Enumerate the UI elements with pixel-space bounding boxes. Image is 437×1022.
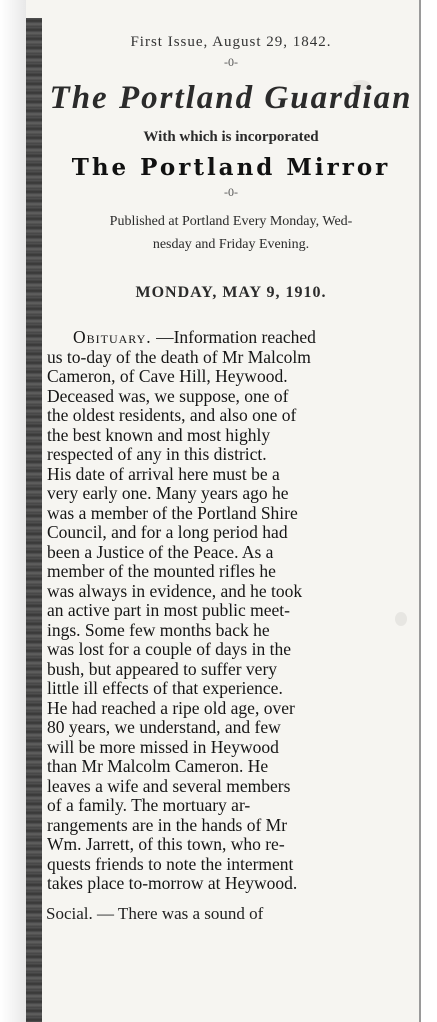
page-margin-right [421, 0, 437, 1022]
article-line: Cameron, of Cave Hill, Heywood. [47, 367, 288, 386]
article-line: He had reached a ripe old age, over [47, 698, 295, 718]
article-line: Wm. Jarrett, of this town, who re- [47, 835, 285, 854]
article-line: bush, but appeared to suffer very [47, 659, 278, 679]
masthead-title: The Portland Guardian [49, 80, 413, 116]
print-smudge [352, 80, 370, 90]
publication-line-1: Published at Portland Every Monday, Wed- [109, 214, 353, 229]
article-line: ings. Some few months back he [47, 620, 270, 640]
article-line: little ill effects of that experience. [47, 679, 283, 698]
article-line: —Information reached [151, 328, 316, 347]
obituary-article [46, 328, 416, 894]
article-line: was a member of the Portland Shire [47, 503, 298, 523]
article-line: 80 years, we understand, and few [47, 718, 281, 737]
article-line: an active part in most public meet- [47, 601, 290, 620]
article-line: quests friends to note the interment [47, 854, 294, 874]
article-line: His date of arrival here must be a [47, 464, 280, 484]
mirror-title: The Portland Mirror [71, 154, 391, 181]
dateline: MONDAY, MAY 9, 1910. [135, 284, 327, 301]
article-line: the best known and most highly [47, 425, 271, 445]
article-line: will be more missed in Heywood [47, 737, 279, 757]
article-line: Council, and for a long period had [47, 523, 288, 542]
article-line: us to-day of the death of Mr Malcolm [47, 347, 311, 367]
article-line: rangements are in the hands of Mr [47, 815, 288, 835]
article-line: of a family. The mortuary ar- [47, 796, 251, 815]
article-line: leaves a wife and several members [47, 776, 291, 796]
article-column [46, 34, 416, 924]
article-line-lead [47, 328, 416, 348]
next-item-heading: Social. — There was a sound of [46, 903, 264, 923]
issue-line: First Issue, August 29, 1842. [130, 34, 332, 50]
article-line: takes place to-morrow at Heywood. [47, 874, 298, 893]
article-line: respected of any in this district. [47, 445, 267, 464]
publication-line-2: nesday and Friday Evening. [152, 237, 310, 252]
article-line: than Mr Malcolm Cameron. He [47, 757, 269, 776]
article-line: was lost for a couple of days in the [47, 640, 291, 659]
article-line: member of the mounted rifles he [47, 562, 276, 581]
article-line: the oldest residents, and also one of [47, 406, 297, 425]
issue-separator: -0- [224, 55, 238, 69]
article-line: very early one. Many years ago he [47, 484, 289, 503]
column-rule-left [26, 18, 42, 1022]
article-line: Deceased was, we suppose, one of [47, 386, 289, 406]
mirror-separator: -0- [224, 185, 238, 199]
obituary-heading: Obituary. [73, 328, 152, 347]
print-smudge [395, 612, 407, 626]
article-line: was always in evidence, and he took [47, 581, 303, 601]
incorporated-line: With which is incorporated [143, 129, 319, 145]
page-margin-left [0, 0, 26, 1022]
article-line: been a Justice of the Peace. As a [47, 542, 274, 562]
publication-schedule [46, 210, 416, 256]
